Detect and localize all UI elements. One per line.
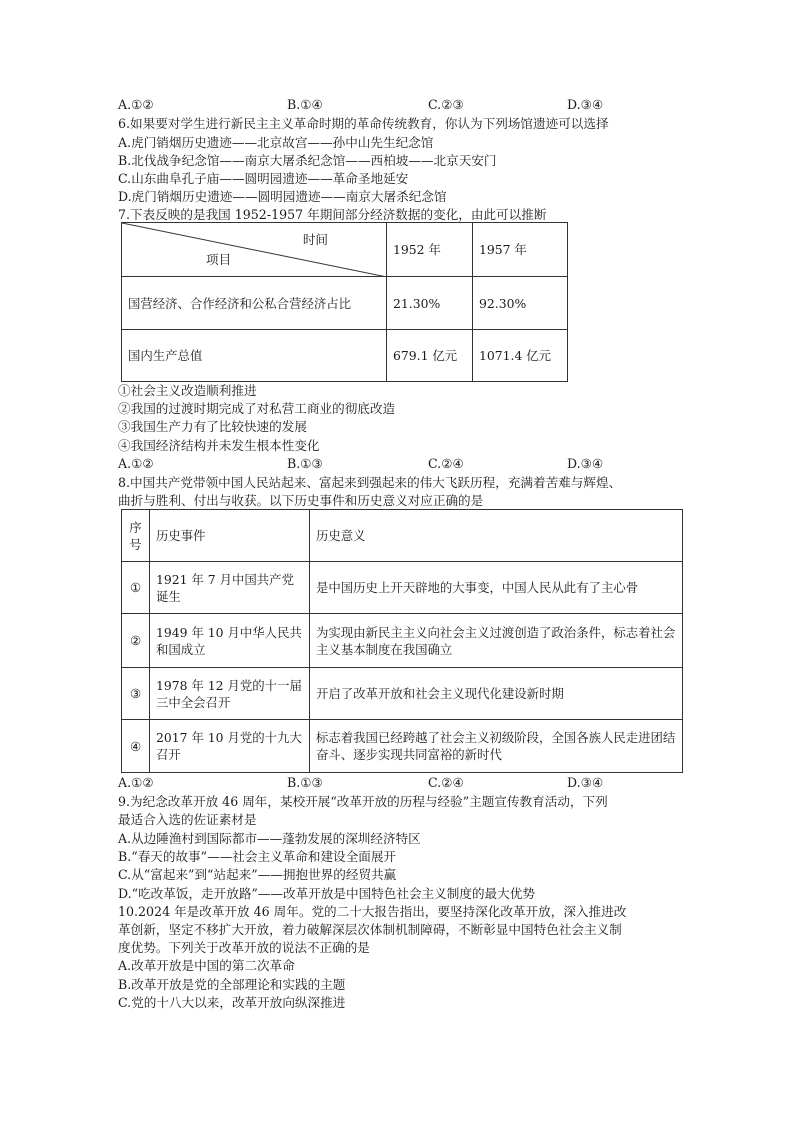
q7-option-c[interactable]: C.②④	[428, 456, 464, 471]
q7-header-row	[122, 223, 568, 277]
q7-data-table	[121, 222, 568, 382]
table-row	[122, 720, 683, 773]
q8-stem-line-2: 曲折与胜利、付出与收获。以下历史事件和历史意义对应正确的是	[118, 493, 484, 508]
table-row	[122, 330, 568, 382]
q9-option-d[interactable]: D.“吃改革饭，走开放路”——改革开放是中国特色社会主义制度的最大优势	[118, 886, 535, 901]
q8-header-event: 历史事件	[150, 510, 310, 562]
q5-options	[118, 96, 678, 113]
q7-statement-4: ④我国经济结构并未发生根本性变化	[118, 438, 320, 453]
q9-option-a[interactable]: A.从边陲渔村到国际都市——蓬勃发展的深圳经济特区	[118, 831, 421, 846]
q8-row1-no: ①	[122, 562, 150, 614]
q8-options	[118, 774, 678, 791]
q7-option-b[interactable]: B.①③	[287, 456, 323, 471]
q7-options	[118, 455, 678, 472]
q7-row1-item: 国营经济、合作经济和公私合营经济占比	[122, 277, 387, 330]
q10-option-c[interactable]: C.党的十八大以来，改革开放向纵深推进	[118, 995, 346, 1010]
q8-row3-no: ③	[122, 668, 150, 720]
q8-option-a[interactable]: A.①②	[118, 775, 154, 790]
q7-row2-1952: 679.1 亿元	[387, 330, 473, 382]
q7-row1-1957: 92.30%	[473, 277, 568, 330]
q8-header-no: 序号	[122, 510, 150, 562]
q7-corner-time: 时间	[302, 232, 328, 247]
q8-row4-no: ④	[122, 720, 150, 773]
table-row	[122, 614, 683, 668]
q7-statement-1: ①社会主义改造顺利推进	[118, 383, 257, 398]
q6-option-b[interactable]: B.北伐战争纪念馆——南京大屠杀纪念馆——西柏坡——北京天安门	[118, 153, 497, 168]
table-row	[122, 562, 683, 614]
q7-col-1957: 1957 年	[473, 223, 568, 277]
q7-row2-1957: 1071.4 亿元	[473, 330, 568, 382]
table-row	[122, 668, 683, 720]
diagonal-divider	[122, 223, 387, 277]
q9-option-c[interactable]: C.从“富起来”到“站起来”——拥抱世界的经贸共赢	[118, 867, 397, 882]
q10-option-a[interactable]: A.改革开放是中国的第二次革命	[118, 958, 295, 973]
q7-corner-cell	[122, 223, 387, 277]
q7-col-1952: 1952 年	[387, 223, 473, 277]
q10-stem-line-3: 度优势。下列关于改革开放的说法不正确的是	[118, 940, 370, 955]
q6-option-a[interactable]: A.虎门销烟历史遗迹——北京故宫——孙中山先生纪念馆	[118, 135, 434, 150]
q8-row4-meaning: 标志着我国已经跨越了社会主义初级阶段，全国各族人民走进团结奋斗、逐步实现共同富裕的新时代	[310, 720, 683, 773]
q9-stem-line-1: 9.为纪念改革开放 46 周年，某校开展“改革开放的历程与经验”主题宣传教育活动，下列	[118, 794, 608, 809]
q7-option-a[interactable]: A.①②	[118, 456, 154, 471]
q8-stem-line-1: 8.中国共产党带领中国人民站起来、富起来到强起来的伟大飞跃历程，充满着苦难与辉煌、	[118, 475, 622, 490]
q10-stem-line-2: 革创新，坚定不移扩大开放，着力破解深层次体制机制障碍，不断彰显中国特色社会主义制	[118, 922, 622, 937]
q6-stem: 6.如果要对学生进行新民主主义革命时期的革命传统教育，你认为下列场馆遗迹可以选择	[118, 116, 609, 131]
q6-option-c[interactable]: C.山东曲阜孔子庙——圆明园遗迹——革命圣地延安	[118, 171, 409, 186]
q8-events-table	[121, 509, 683, 773]
q7-statement-3: ③我国生产力有了比较快速的发展	[118, 419, 307, 434]
q5-option-c[interactable]: C.②③	[428, 97, 464, 112]
q8-row2-meaning: 为实现由新民主主义向社会主义过渡创造了政治条件，标志着社会主义基本制度在我国确立	[310, 614, 683, 668]
q10-option-b[interactable]: B.改革开放是党的全部理论和实践的主题	[118, 977, 346, 992]
q8-header-row	[122, 510, 683, 562]
table-row	[122, 277, 568, 330]
q8-option-d[interactable]: D.③④	[567, 775, 604, 790]
q5-option-d[interactable]: D.③④	[567, 97, 604, 112]
q9-option-b[interactable]: B.“春天的故事”——社会主义革命和建设全面展开	[118, 849, 397, 864]
q7-stem: 7.下表反映的是我国 1952-1957 年期间部分经济数据的变化，由此可以推断	[118, 207, 547, 222]
q7-corner-item: 项目	[206, 252, 232, 267]
q8-row2-event: 1949 年 10 月中华人民共和国成立	[150, 614, 310, 668]
q6-option-d[interactable]: D.虎门销烟历史遗迹——圆明园遗迹——南京大屠杀纪念馆	[118, 189, 447, 204]
q9-stem-line-2: 最适合入选的佐证素材是	[118, 812, 257, 827]
q10-stem-line-1: 10.2024 年是改革开放 46 周年。党的二十大报告指出，要坚持深化改革开放，深入推进改	[118, 904, 627, 919]
q7-statement-2: ②我国的过渡时期完成了对私营工商业的彻底改造	[118, 401, 396, 416]
q8-row2-no: ②	[122, 614, 150, 668]
q5-option-b[interactable]: B.①④	[287, 97, 323, 112]
q7-row2-item: 国内生产总值	[122, 330, 387, 382]
q8-option-c[interactable]: C.②④	[428, 775, 464, 790]
q5-option-a[interactable]: A.①②	[118, 97, 154, 112]
q7-row1-1952: 21.30%	[387, 277, 473, 330]
q7-option-d[interactable]: D.③④	[567, 456, 604, 471]
q8-row3-meaning: 开启了改革开放和社会主义现代化建设新时期	[310, 668, 683, 720]
q8-row4-event: 2017 年 10 月党的十九大召开	[150, 720, 310, 773]
q8-row3-event: 1978 年 12 月党的十一届三中全会召开	[150, 668, 310, 720]
q8-header-meaning: 历史意义	[310, 510, 683, 562]
q8-row1-event: 1921 年 7 月中国共产党诞生	[150, 562, 310, 614]
q8-row1-meaning: 是中国历史上开天辟地的大事变，中国人民从此有了主心骨	[310, 562, 683, 614]
q8-option-b[interactable]: B.①③	[287, 775, 323, 790]
